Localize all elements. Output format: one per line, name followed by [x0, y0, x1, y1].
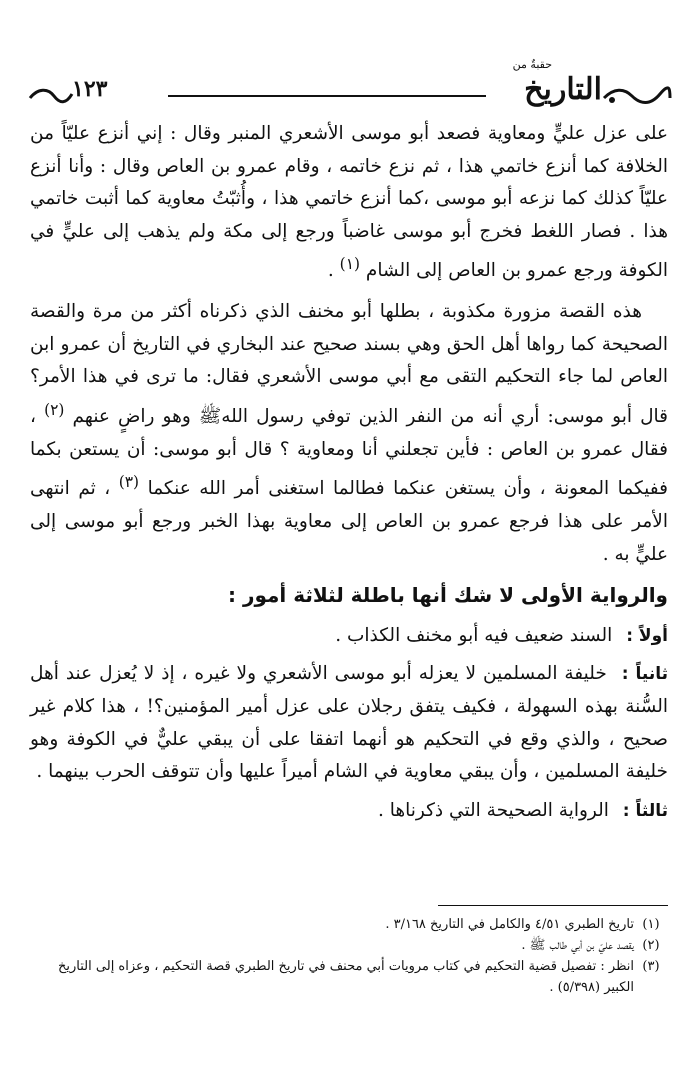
- point-first-text: السند ضعيف فيه أبو مخنف الكذاب .: [335, 624, 613, 646]
- logo-subtitle: حقبةٌ من: [512, 58, 552, 71]
- footnote-2-text: يقصد عليّ بن أبي طالب ﷺ .: [521, 938, 634, 953]
- footnote-3-number: (٣): [642, 959, 660, 974]
- paragraph-2-text-b: ، فقال عمرو بن العاص : فأين تجعلني أنا ومعاوية ؟ قال أبو موسى: أن يستعن بكما ففيكما المعونة ، وأن يستغن عنكما فطالما استغنى أمر الله عنكما: [30, 406, 668, 500]
- paragraph-2: [30, 296, 668, 571]
- point-third-text: الرواية الصحيحة التي ذكرناها .: [377, 799, 609, 821]
- paragraph-1-end: .: [327, 260, 334, 282]
- point-third: [30, 795, 668, 828]
- page-number: ١٢٣: [72, 76, 108, 102]
- paragraph-2-text-c: ، ثم انتهى الأمر على هذا فرجع عمرو بن العاص إلى معاوية بهذا الخبر ورجع أبو موسى إلى عليٍّ به .: [30, 478, 668, 565]
- paragraph-1: [30, 118, 668, 288]
- footnote-ref-2[interactable]: (٢): [44, 400, 65, 419]
- footnote-1-text: تاريخ الطبري ٤/٥١ والكامل في التاريخ ٣/١٦٨ .: [385, 917, 634, 932]
- ornament-swirl-left-icon: [28, 86, 74, 108]
- main-text: [30, 118, 668, 827]
- footnote-2-number: (٢): [642, 938, 660, 953]
- book-title-logo: التاريخ: [524, 72, 602, 107]
- footnote-1-number: (١): [642, 917, 660, 932]
- footnote-3-text: انظر : تفصيل قضية التحكيم في كتاب مرويات أبي محنف في تاريخ الطبري قصة التحكيم ، وعزاه إلى التاريخ الكبير (٥/٣٩٨) .: [58, 959, 634, 995]
- point-second: [30, 658, 668, 788]
- point-first: [30, 620, 668, 653]
- footnote-divider: [438, 905, 668, 906]
- footnote-ref-1[interactable]: (١): [339, 255, 360, 274]
- point-third-label: ثالثاً :: [622, 800, 668, 821]
- point-first-label: أولاً :: [626, 625, 668, 646]
- footnote-ref-3[interactable]: (٣): [118, 473, 140, 492]
- point-second-text: خليفة المسلمين لا يعزله أبو موسى الأشعري ولا غيره ، إذ لا يُعزل عند أهل السُّنة بهذه السهولة ، فكيف يتفق رجلان على عزل أمير المؤمنين؟! ، هذا كلام غير صحيح ، والذي وقع في التحكيم هو أنهما اتفقا على أن يبقي عليٌّ في الكوفة وهو خليفة المسلمين ، وأن يبقي معاوية في الشام أميراً عليها وأن تتوقف الحرب بينهما .: [30, 663, 668, 783]
- footnotes: [30, 914, 668, 998]
- footnote-2: [30, 935, 668, 956]
- point-second-label: ثانياً :: [621, 664, 668, 685]
- ornament-swirl-right-icon: [602, 84, 672, 112]
- section-heading: والرواية الأولى لا شك أنها باطلة لثلاثة أمور :: [228, 583, 668, 608]
- header-rule: [168, 95, 486, 97]
- footnote-1: [30, 914, 668, 935]
- paragraph-2-text: هذه القصة مزورة مكذوبة ، بطلها أبو مخنف الذي ذكرناه أكثر من مرة والقصة الصحيحة كما رواها أهل الحق وهي بسند صحيح عند البخاري في التاريخ أن عمرو ابن العاص لما جاء التحكيم التقى مع أبي موسى الأشعري فقال: ما ترى في هذا الأمر؟ قال أبو موسى: أري أنه من النفر الذين توفي رسول اللهﷺ وهو راضٍ عنهم: [30, 301, 669, 428]
- paragraph-1-text: على عزل عليٍّ ومعاوية فصعد أبو موسى الأشعري المنبر وقال : إني أنزع عليّاً من الخلافة كما أنزع خاتمي هذا ، ثم نزع خاتمه ، وقام عمرو بن العاص وقال : وأنا أنزع عليّاً كذلك كما نزعه أبو موسى ،كما أنزع خاتمي هذا ، وأُثبّتُ معاوية كما أثبت خاتمي هذا . فصار اللغط فخرج أبو موسى غاضباً ورجع إلى مكة ولم يذهب إلى عليٍّ في الكوفة ورجع عمرو بن العاص إلى الشام: [30, 123, 668, 282]
- footnote-3: [30, 956, 668, 998]
